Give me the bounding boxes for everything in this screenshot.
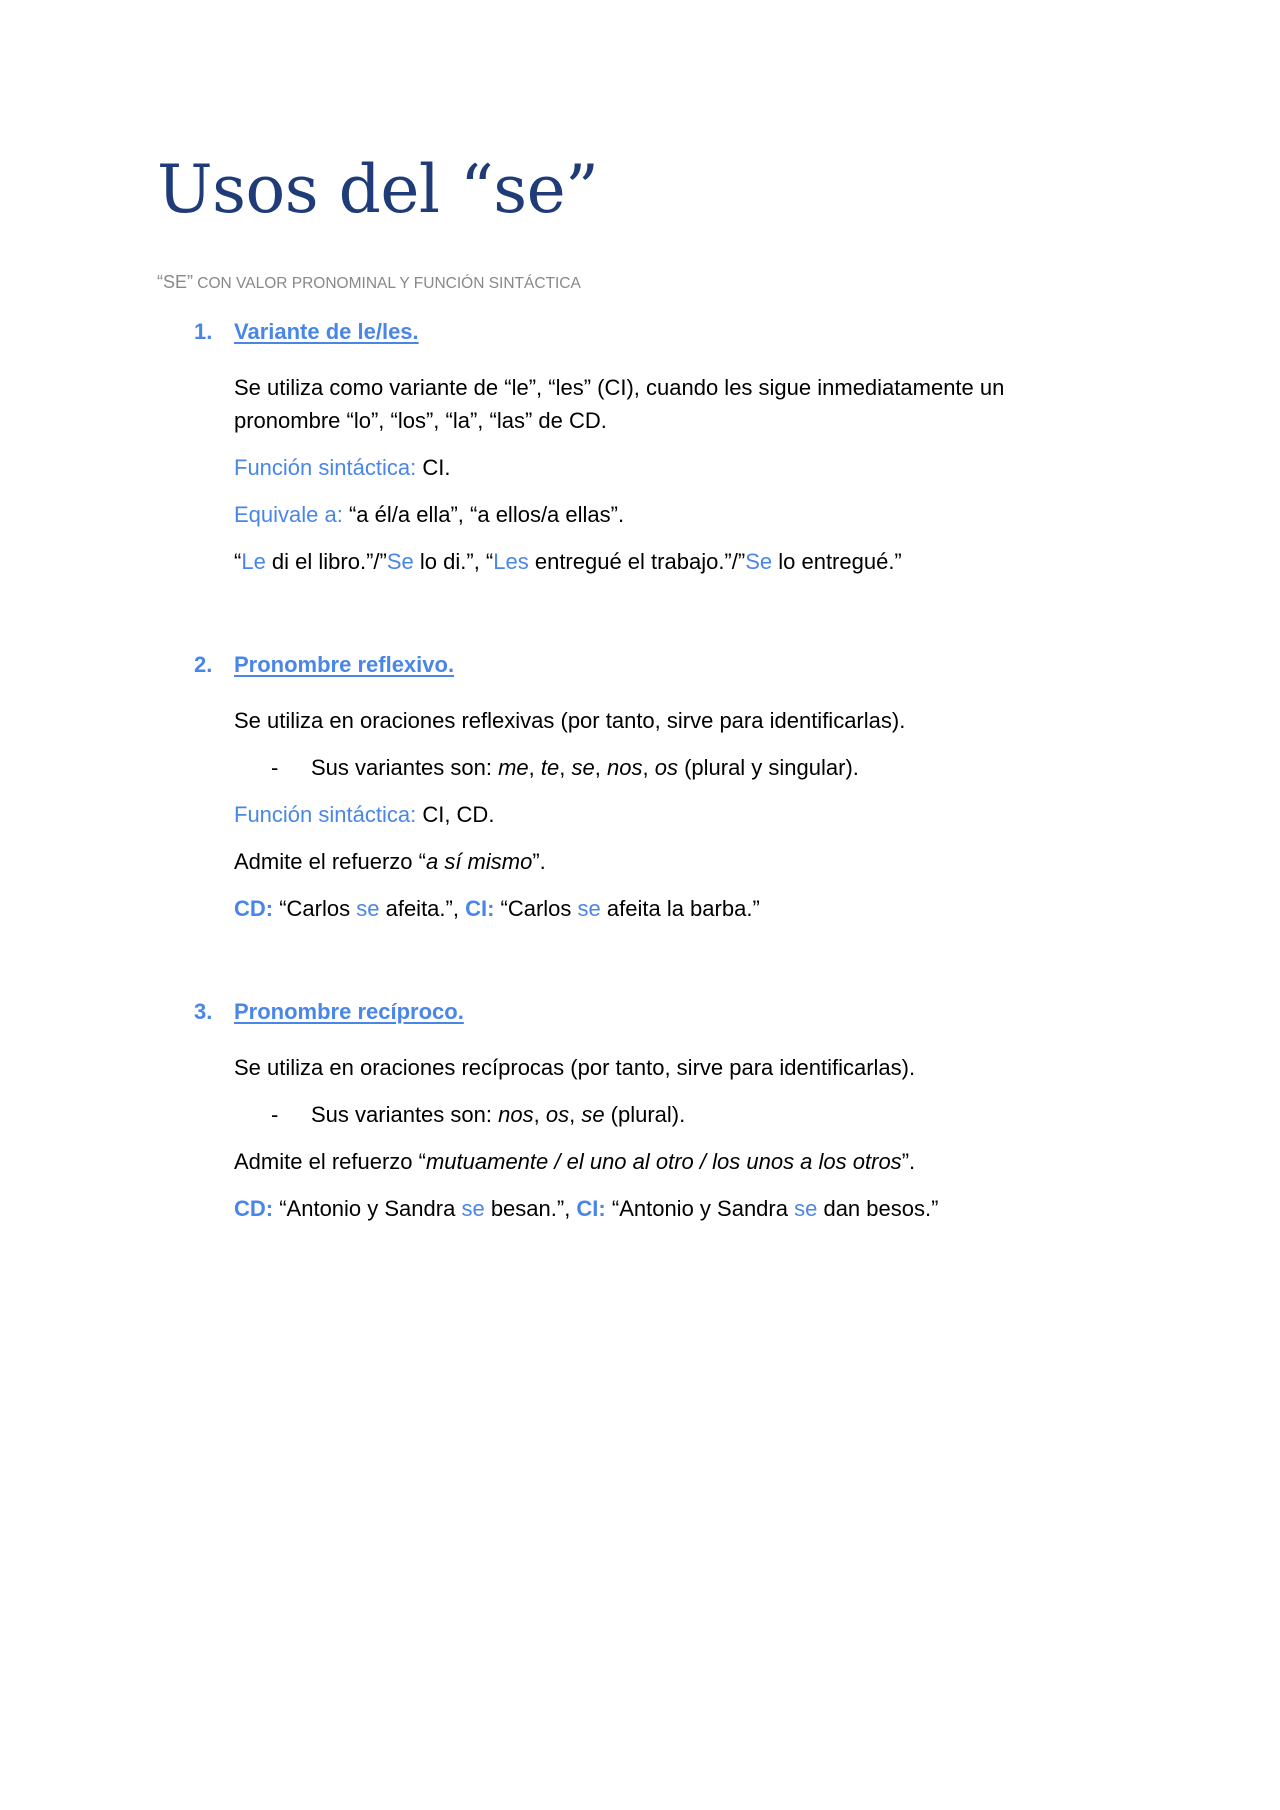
- section-description: Se utiliza en oraciones recíprocas (por tanto, sirve para identificarlas).: [234, 1055, 916, 1080]
- funcion-label: Función sintáctica:: [234, 455, 417, 480]
- bullet-text: [234, 751, 1117, 784]
- list-number: 1.: [194, 319, 213, 344]
- variant-term: se: [571, 755, 595, 780]
- example-sentence: [234, 1192, 1114, 1225]
- section-reflexivo: [157, 648, 1117, 925]
- section-heading: [157, 995, 1117, 1029]
- bullet-text: [234, 1098, 1117, 1131]
- separator: ,: [569, 1102, 582, 1127]
- example-label-cd: CD:: [234, 896, 274, 921]
- example-sentence: [234, 545, 1114, 578]
- section-description: Se utiliza como variante de “le”, “les” (CI), cuando les sigue inmediatamente un pronombre “lo”, “los”, “la”, “las” de CD.: [234, 375, 1005, 433]
- example-text: lo di.”, “: [413, 549, 494, 574]
- refuerzo-tail: ”.: [901, 1149, 916, 1174]
- variant-term: se: [581, 1102, 605, 1127]
- equivale-label: Equivale a:: [234, 502, 343, 527]
- example-label-cd: CD:: [234, 1196, 274, 1221]
- variant-term: nos: [498, 1102, 534, 1127]
- example-text: lo entregué.”: [772, 549, 902, 574]
- heading-link-reciproco[interactable]: Pronombre recíproco.: [234, 999, 464, 1024]
- section-heading: [157, 315, 1117, 349]
- subtitle-rest: CON VALOR PRONOMINAL Y FUNCIÓN SINTÁCTICA: [193, 275, 581, 292]
- heading-link-reflexivo[interactable]: Pronombre reflexivo.: [234, 652, 455, 677]
- funcion-value: CI.: [416, 455, 451, 480]
- example-label-ci: CI:: [465, 896, 495, 921]
- variant-term: me: [498, 755, 529, 780]
- document-body: [157, 315, 1117, 1225]
- refuerzo-tail: ”.: [532, 849, 546, 874]
- example-sentence: [234, 892, 1114, 925]
- example-highlight: se: [577, 896, 601, 921]
- funcion-label: Función sintáctica:: [234, 802, 417, 827]
- document-subtitle: [157, 272, 581, 294]
- example-highlight: se: [794, 1196, 818, 1221]
- example-highlight: se: [356, 896, 380, 921]
- funcion-value: CI, CD.: [416, 802, 495, 827]
- example-text: entregué el trabajo.”/”: [528, 549, 746, 574]
- refuerzo-lead: Admite el refuerzo “: [234, 1149, 426, 1174]
- example-highlight: Le: [241, 549, 266, 574]
- refuerzo-lead: Admite el refuerzo “: [234, 849, 426, 874]
- separator: ,: [642, 755, 655, 780]
- funcion-sintactica: [234, 798, 1114, 831]
- variants-bullet: [234, 751, 1117, 784]
- refuerzo: [234, 845, 1114, 878]
- document-title: Usos del “se”: [157, 151, 599, 228]
- separator: ,: [528, 755, 541, 780]
- subtitle-lead: “SE”: [157, 272, 193, 292]
- equivale-value: “a él/a ella”, “a ellos/a ellas”.: [342, 502, 625, 527]
- example-text: di el libro.”/”: [265, 549, 387, 574]
- bullet-dash: -: [271, 1102, 279, 1127]
- bullet-lead: Sus variantes son:: [311, 755, 499, 780]
- example-text: “Antonio y Sandra: [273, 1196, 462, 1221]
- section-description: Se utiliza en oraciones reflexivas (por tanto, sirve para identificarlas).: [234, 708, 906, 733]
- bullet-tail: (plural y singular).: [677, 755, 859, 780]
- example-text: “Carlos: [273, 896, 357, 921]
- bullet-lead: Sus variantes son:: [311, 1102, 499, 1127]
- section-heading: [157, 648, 1117, 682]
- separator: ,: [594, 755, 607, 780]
- example-text: afeita.”,: [379, 896, 466, 921]
- example-highlight: Se: [386, 549, 414, 574]
- refuerzo-term: mutuamente / el uno al otro / los unos a los otros: [425, 1149, 902, 1174]
- example-text: dan besos.”: [817, 1196, 939, 1221]
- list-number: 3.: [194, 999, 213, 1024]
- funcion-sintactica: [234, 451, 1114, 484]
- variant-term: nos: [606, 755, 643, 780]
- example-label-ci: CI:: [576, 1196, 606, 1221]
- variant-term: te: [540, 755, 560, 780]
- refuerzo-term: a sí mismo: [425, 849, 533, 874]
- section-reciproco: [157, 995, 1117, 1225]
- example-highlight: se: [461, 1196, 485, 1221]
- section-variante: [157, 315, 1117, 578]
- bullet-tail: (plural).: [604, 1102, 686, 1127]
- list-number: 2.: [194, 652, 213, 677]
- variants-bullet: [234, 1098, 1117, 1131]
- example-text: besan.”,: [484, 1196, 577, 1221]
- example-highlight: Les: [493, 549, 529, 574]
- heading-link-variante[interactable]: Variante de le/les.: [234, 319, 419, 344]
- variant-term: os: [545, 1102, 570, 1127]
- refuerzo: [234, 1145, 1114, 1178]
- variant-term: os: [654, 755, 678, 780]
- example-text: “: [234, 549, 242, 574]
- example-text: “Carlos: [494, 896, 578, 921]
- example-text: “Antonio y Sandra: [605, 1196, 795, 1221]
- example-highlight: Se: [745, 549, 773, 574]
- example-text: afeita la barba.”: [600, 896, 760, 921]
- bullet-dash: -: [271, 755, 279, 780]
- separator: ,: [559, 755, 572, 780]
- separator: ,: [533, 1102, 546, 1127]
- equivale-a: [234, 498, 1114, 531]
